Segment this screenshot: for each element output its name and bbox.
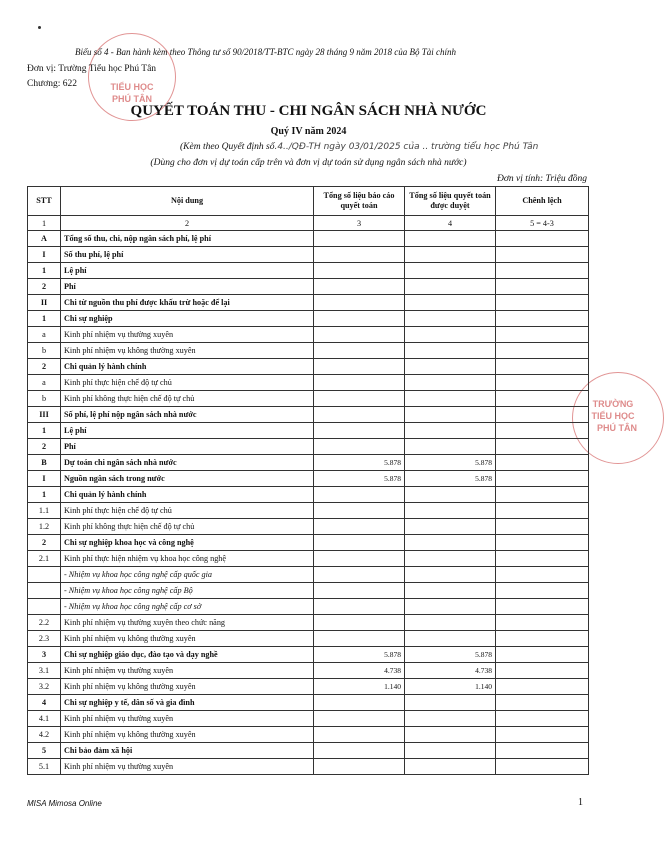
- row-reported-value: 5.878: [314, 647, 405, 663]
- row-stt: 2: [28, 279, 61, 295]
- seal-top-text: TIỂU HỌC: [110, 82, 154, 92]
- currency-unit: Đơn vị tính: Triệu đồng: [496, 174, 587, 184]
- row-content: Chi bảo đảm xã hội: [61, 743, 314, 759]
- table-row: [28, 759, 589, 775]
- row-content: Kinh phí nhiệm vụ không thường xuyên: [61, 631, 314, 647]
- table-row: [28, 663, 589, 679]
- row-diff-value: [496, 535, 589, 551]
- row-content: Chi quản lý hành chính: [61, 487, 314, 503]
- row-diff-value: [496, 423, 589, 439]
- header-diff: Chênh lệch: [496, 187, 589, 216]
- row-reported-value: [314, 279, 405, 295]
- row-diff-value: [496, 679, 589, 695]
- row-reported-value: [314, 263, 405, 279]
- row-approved-value: 5.878: [405, 471, 496, 487]
- header-stt: STT: [28, 187, 61, 216]
- row-content: Kinh phí nhiệm vụ không thường xuyên: [61, 343, 314, 359]
- row-stt: B: [28, 455, 61, 471]
- row-approved-value: [405, 695, 496, 711]
- row-reported-value: [314, 583, 405, 599]
- row-diff-value: [496, 759, 589, 775]
- row-diff-value: [496, 727, 589, 743]
- row-approved-value: [405, 423, 496, 439]
- row-stt: a: [28, 375, 61, 391]
- row-approved-value: [405, 583, 496, 599]
- row-stt: 5: [28, 743, 61, 759]
- row-diff-value: [496, 567, 589, 583]
- column-index: 4: [405, 216, 496, 231]
- row-content: Kinh phí không thực hiện chế độ tự chủ: [61, 519, 314, 535]
- software-footer: MISA Mimosa Online: [27, 799, 102, 808]
- table-header-row: [28, 187, 589, 216]
- table-row: [28, 743, 589, 759]
- column-index-row: [28, 216, 589, 231]
- row-stt: 1: [28, 423, 61, 439]
- row-stt: I: [28, 471, 61, 487]
- row-approved-value: [405, 279, 496, 295]
- header-reported: Tổng số liệu báo cáo quyết toán: [314, 187, 405, 216]
- row-diff-value: [496, 647, 589, 663]
- table-row: [28, 391, 589, 407]
- table-row: [28, 263, 589, 279]
- row-approved-value: [405, 743, 496, 759]
- row-diff-value: [496, 359, 589, 375]
- row-diff-value: [496, 503, 589, 519]
- row-diff-value: [496, 615, 589, 631]
- row-content: - Nhiệm vụ khoa học công nghệ cấp quốc gia: [61, 567, 314, 583]
- period-label: Quý IV năm 2024: [270, 126, 347, 137]
- row-diff-value: [496, 471, 589, 487]
- row-diff-value: [496, 695, 589, 711]
- scan-dot: [38, 26, 41, 29]
- row-approved-value: [405, 375, 496, 391]
- row-content: Chi từ nguồn thu phí được khấu trừ hoặc để lại: [61, 295, 314, 311]
- row-approved-value: [405, 599, 496, 615]
- row-diff-value: [496, 279, 589, 295]
- seal2-side-text: TRƯỜNG: [592, 399, 634, 409]
- row-diff-value: [496, 519, 589, 535]
- table-row: [28, 455, 589, 471]
- row-content: Chi quản lý hành chính: [61, 359, 314, 375]
- table-row: [28, 231, 589, 247]
- row-stt: A: [28, 231, 61, 247]
- table-row: [28, 583, 589, 599]
- row-reported-value: [314, 295, 405, 311]
- row-reported-value: [314, 759, 405, 775]
- row-content: Kinh phí thực hiện chế độ tự chủ: [61, 375, 314, 391]
- row-stt: 4.1: [28, 711, 61, 727]
- column-index: 3: [314, 216, 405, 231]
- row-stt: 4: [28, 695, 61, 711]
- row-stt: b: [28, 343, 61, 359]
- row-stt: 1: [28, 487, 61, 503]
- row-reported-value: [314, 375, 405, 391]
- row-stt: 3.1: [28, 663, 61, 679]
- table-row: [28, 295, 589, 311]
- header-approved: Tổng số liệu quyết toán được duyệt: [405, 187, 496, 216]
- row-stt: 3.2: [28, 679, 61, 695]
- row-approved-value: [405, 391, 496, 407]
- row-diff-value: [496, 295, 589, 311]
- row-diff-value: [496, 631, 589, 647]
- row-approved-value: [405, 407, 496, 423]
- row-stt: [28, 583, 61, 599]
- row-reported-value: [314, 343, 405, 359]
- table-row: [28, 711, 589, 727]
- row-content: - Nhiệm vụ khoa học công nghệ cấp Bộ: [61, 583, 314, 599]
- row-content: - Nhiệm vụ khoa học công nghệ cấp cơ sở: [61, 599, 314, 615]
- row-reported-value: [314, 311, 405, 327]
- row-diff-value: [496, 375, 589, 391]
- row-content: Kinh phí thực hiện chế độ tự chủ: [61, 503, 314, 519]
- row-diff-value: [496, 311, 589, 327]
- table-row: [28, 311, 589, 327]
- row-diff-value: [496, 327, 589, 343]
- row-content: Lệ phí: [61, 263, 314, 279]
- row-diff-value: [496, 263, 589, 279]
- form-reference: Biểu số 4 - Ban hành kèm theo Thông tư số 90/2018/TT-BTC ngày 28 tháng 9 năm 2018 của Bộ Tài chính: [75, 47, 456, 57]
- row-content: Phí: [61, 439, 314, 455]
- row-approved-value: [405, 359, 496, 375]
- row-approved-value: [405, 535, 496, 551]
- table-body: [28, 231, 589, 775]
- row-approved-value: [405, 247, 496, 263]
- row-diff-value: [496, 711, 589, 727]
- seal2-top-text: TIỂU HỌC: [591, 411, 635, 421]
- row-diff-value: [496, 599, 589, 615]
- row-reported-value: [314, 359, 405, 375]
- row-diff-value: [496, 663, 589, 679]
- row-approved-value: 5.878: [405, 455, 496, 471]
- column-index: 5 = 4-3: [496, 216, 589, 231]
- row-reported-value: [314, 423, 405, 439]
- row-reported-value: [314, 551, 405, 567]
- table-row: [28, 359, 589, 375]
- row-content: Chi sự nghiệp y tế, dân số và gia đình: [61, 695, 314, 711]
- row-reported-value: [314, 599, 405, 615]
- column-index: 1: [28, 216, 61, 231]
- table-row: [28, 471, 589, 487]
- row-reported-value: [314, 487, 405, 503]
- row-stt: 2: [28, 439, 61, 455]
- row-approved-value: 4.738: [405, 663, 496, 679]
- table-row: [28, 423, 589, 439]
- row-content: Dự toán chi ngân sách nhà nước: [61, 455, 314, 471]
- row-diff-value: [496, 247, 589, 263]
- row-reported-value: [314, 247, 405, 263]
- table-row: [28, 615, 589, 631]
- row-stt: [28, 567, 61, 583]
- row-reported-value: [314, 519, 405, 535]
- row-approved-value: [405, 439, 496, 455]
- row-reported-value: [314, 391, 405, 407]
- row-diff-value: [496, 231, 589, 247]
- row-approved-value: [405, 327, 496, 343]
- table-row: [28, 279, 589, 295]
- row-approved-value: [405, 727, 496, 743]
- row-approved-value: 1.140: [405, 679, 496, 695]
- row-stt: 4.2: [28, 727, 61, 743]
- row-approved-value: [405, 631, 496, 647]
- seal2-main-text: PHÚ TÂN: [597, 423, 637, 433]
- row-stt: 2.3: [28, 631, 61, 647]
- decision-note: [180, 142, 538, 152]
- row-diff-value: [496, 551, 589, 567]
- row-content: Chi sự nghiệp giáo dục, đào tạo và dạy nghề: [61, 647, 314, 663]
- row-content: Kinh phí nhiệm vụ thường xuyên: [61, 663, 314, 679]
- table-row: [28, 599, 589, 615]
- row-stt: [28, 599, 61, 615]
- table-row: [28, 535, 589, 551]
- row-reported-value: [314, 743, 405, 759]
- table-row: [28, 647, 589, 663]
- row-content: Chi sự nghiệp khoa học và công nghệ: [61, 535, 314, 551]
- row-stt: 2.1: [28, 551, 61, 567]
- row-reported-value: [314, 727, 405, 743]
- row-approved-value: [405, 263, 496, 279]
- chapter-code: Chương: 622: [27, 79, 78, 89]
- row-stt: a: [28, 327, 61, 343]
- row-diff-value: [496, 583, 589, 599]
- document-title: QUYẾT TOÁN THU - CHI NGÂN SÁCH NHÀ NƯỚC: [130, 103, 487, 119]
- row-reported-value: 4.738: [314, 663, 405, 679]
- row-content: Kinh phí nhiệm vụ không thường xuyên: [61, 679, 314, 695]
- row-approved-value: [405, 487, 496, 503]
- table-row: [28, 631, 589, 647]
- column-index: 2: [61, 216, 314, 231]
- table-row: [28, 439, 589, 455]
- row-stt: 1.1: [28, 503, 61, 519]
- table-row: [28, 247, 589, 263]
- row-reported-value: [314, 231, 405, 247]
- row-approved-value: [405, 519, 496, 535]
- table-row: [28, 679, 589, 695]
- row-diff-value: [496, 391, 589, 407]
- row-content: Nguồn ngân sách trong nước: [61, 471, 314, 487]
- header-content: Nội dung: [61, 187, 314, 216]
- row-content: Chi sự nghiệp: [61, 311, 314, 327]
- row-stt: 2: [28, 535, 61, 551]
- decision-note-handwritten: .4../QĐ-TH ngày 03/01/2025 của .. trường tiểu học Phú Tân: [274, 142, 539, 152]
- row-approved-value: [405, 759, 496, 775]
- row-diff-value: [496, 343, 589, 359]
- row-approved-value: [405, 343, 496, 359]
- table-row: [28, 343, 589, 359]
- row-approved-value: [405, 615, 496, 631]
- row-approved-value: [405, 567, 496, 583]
- row-content: Kinh phí không thực hiện chế độ tự chủ: [61, 391, 314, 407]
- row-stt: I: [28, 247, 61, 263]
- row-reported-value: [314, 711, 405, 727]
- row-stt: 2.2: [28, 615, 61, 631]
- row-stt: II: [28, 295, 61, 311]
- row-content: Kinh phí nhiệm vụ thường xuyên: [61, 327, 314, 343]
- table-row: [28, 487, 589, 503]
- row-content: Kinh phí nhiệm vụ không thường xuyên: [61, 727, 314, 743]
- row-approved-value: 5.878: [405, 647, 496, 663]
- table-row: [28, 567, 589, 583]
- row-approved-value: [405, 503, 496, 519]
- row-approved-value: [405, 711, 496, 727]
- row-reported-value: [314, 327, 405, 343]
- row-reported-value: [314, 615, 405, 631]
- row-content: Kinh phí nhiệm vụ thường xuyên: [61, 711, 314, 727]
- row-reported-value: [314, 407, 405, 423]
- row-reported-value: [314, 439, 405, 455]
- row-stt: III: [28, 407, 61, 423]
- table-row: [28, 375, 589, 391]
- row-content: Lệ phí: [61, 423, 314, 439]
- table-row: [28, 519, 589, 535]
- row-stt: 1.2: [28, 519, 61, 535]
- table-row: [28, 407, 589, 423]
- row-reported-value: [314, 503, 405, 519]
- row-approved-value: [405, 295, 496, 311]
- settlement-table: [27, 186, 589, 775]
- unit-name: Đơn vị: Trường Tiểu học Phú Tân: [27, 64, 157, 74]
- row-stt: 5.1: [28, 759, 61, 775]
- row-reported-value: [314, 631, 405, 647]
- row-reported-value: [314, 695, 405, 711]
- row-stt: 2: [28, 359, 61, 375]
- row-diff-value: [496, 455, 589, 471]
- row-content: Số thu phí, lệ phí: [61, 247, 314, 263]
- page-number: 1: [578, 797, 583, 808]
- table-row: [28, 727, 589, 743]
- row-reported-value: [314, 567, 405, 583]
- row-content: Phí: [61, 279, 314, 295]
- row-approved-value: [405, 231, 496, 247]
- row-diff-value: [496, 487, 589, 503]
- row-content: Kinh phí nhiệm vụ thường xuyên: [61, 759, 314, 775]
- row-diff-value: [496, 439, 589, 455]
- row-content: Kinh phí thực hiện nhiệm vụ khoa học công nghệ: [61, 551, 314, 567]
- row-reported-value: 1.140: [314, 679, 405, 695]
- row-stt: 3: [28, 647, 61, 663]
- row-stt: b: [28, 391, 61, 407]
- row-reported-value: 5.878: [314, 471, 405, 487]
- row-approved-value: [405, 311, 496, 327]
- usage-note: (Dùng cho đơn vị dự toán cấp trên và đơn vị dự toán sử dụng ngân sách nhà nước): [150, 158, 467, 168]
- decision-note-prefix: (Kèm theo Quyết định số: [180, 142, 275, 152]
- row-diff-value: [496, 407, 589, 423]
- row-content: Tổng số thu, chi, nộp ngân sách phí, lệ phí: [61, 231, 314, 247]
- row-content: Kinh phí nhiệm vụ thường xuyên theo chức năng: [61, 615, 314, 631]
- row-stt: 1: [28, 311, 61, 327]
- row-diff-value: [496, 743, 589, 759]
- row-reported-value: [314, 535, 405, 551]
- row-content: Số phí, lệ phí nộp ngân sách nhà nước: [61, 407, 314, 423]
- row-stt: 1: [28, 263, 61, 279]
- row-reported-value: 5.878: [314, 455, 405, 471]
- table-row: [28, 503, 589, 519]
- seal-main-text: PHÚ TÂN: [112, 94, 152, 104]
- table-row: [28, 695, 589, 711]
- table-row: [28, 327, 589, 343]
- table-row: [28, 551, 589, 567]
- row-approved-value: [405, 551, 496, 567]
